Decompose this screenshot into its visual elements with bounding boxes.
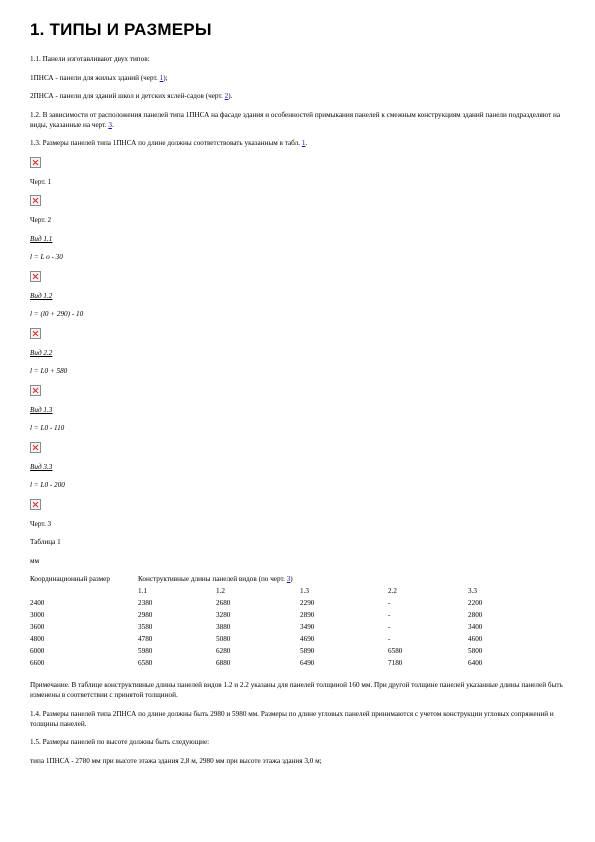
table-caption: Таблица 1 [30,538,61,546]
table-cell: 6000 [30,647,45,655]
table-subheader-cell: 1.1 [138,587,147,595]
table-cell: 2890 [300,611,315,619]
table-cell: 2980 [138,611,153,619]
variant-formula: l = (l0 + 290) - 10 [30,310,84,318]
table-note: Примечание. В таблице конструктивные длины панелей видов 1.2 и 2.2 указаны для панелей толщиной 160 мм. При другой толщине панелей указанные длины панелей быть изменены в соответствии с принятой толщиной. [30,681,563,699]
table-cell: 4600 [468,635,483,643]
table-cell: 5080 [216,635,231,643]
table-cell: 3000 [30,611,45,619]
variant-label: Вид 1.3 [30,405,53,414]
table-row [30,622,528,634]
table-row [30,598,528,610]
broken-image-icon [30,442,41,453]
paragraph-1-2: 1.2. В зависимости от расположения панелей типа 1ПНСА на фасаде здания и особенностей примыкания панелей к смежным конструкциям зданий панели подразделяют на виды, указанные на черт. 3. [30,110,561,129]
figure-3-caption: Черт. 3 [30,519,52,528]
table-row [30,634,528,646]
link-figure-3[interactable]: 3 [108,120,112,129]
broken-image-icon [30,385,41,396]
table-subheader-cell: 2.2 [388,587,397,595]
variant-formula: l = L0 - 110 [30,424,65,432]
table-cell: 6280 [216,647,231,655]
table-cell: 6880 [216,659,231,667]
table-cell: 4690 [300,635,315,643]
table-cell: 6400 [468,659,483,667]
table-cell: - [388,599,391,607]
table-cell: 6580 [138,659,153,667]
lengths-table [30,574,528,670]
table-subheader-cell: 1.3 [300,587,309,595]
variant-label: Вид 1.2 [30,291,53,300]
variant-formula: l = L о - 30 [30,253,63,261]
table-header-cell: Конструктивные длины панелей видов (по черт. 3) [138,575,293,583]
paragraph-1-4: 1.4. Размеры панелей типа 2ПНСА по длине должны быть 2980 и 5980 мм. Размеры по длине угловых панелей принимаются с учетом конструкции угловых сопряжений и толщины панелей. [30,709,554,728]
table-cell: 6600 [30,659,45,667]
paragraph-1-5-type-1: типа 1ПНСА - 2780 мм при высоте этажа здания 2,8 м, 2980 мм при высоте этажа здания 3,0 м; [30,756,322,765]
link-figure-1[interactable]: 1 [159,73,164,82]
table-cell: 5800 [468,647,483,655]
table-cell: 3880 [216,623,231,631]
variant-formula: l = L0 - 200 [30,481,65,489]
paragraph-type-1: 1ПНСА - панели для жилых зданий (черт. 1); [30,73,168,82]
figure-1-caption: Черт. 1 [30,177,52,186]
table-cell: 5980 [138,647,153,655]
link-table-1[interactable]: 1 [301,139,306,147]
table-cell: 6490 [300,659,315,667]
table-subheader-cell: 1.2 [216,587,225,595]
broken-image-icon [30,499,41,510]
table-cell: 6580 [388,647,403,655]
table-cell: 2400 [30,599,45,607]
broken-image-icon [30,271,41,282]
link-figure-3[interactable]: 3 [286,575,291,583]
table-cell: 3600 [30,623,45,631]
table-cell: 7180 [388,659,403,667]
table-cell: 3490 [300,623,315,631]
table-header-row [30,574,528,586]
table-row [30,646,528,658]
table-units: мм [30,556,40,565]
table-row [30,658,528,670]
table-cell: 3580 [138,623,153,631]
broken-image-icon [30,157,41,168]
table-cell: 2200 [468,599,483,607]
table-cell: 4780 [138,635,153,643]
paragraph-1-5: 1.5. Размеры панелей по высоте должны быть следующие: [30,738,210,746]
table-cell: 2290 [300,599,315,607]
table-cell: 4800 [30,635,45,643]
table-cell: 3400 [468,623,483,631]
table-cell: - [388,635,391,643]
table-subheader-cell: 3.3 [468,587,477,595]
variant-formula: l = L0 + 580 [30,367,68,375]
variant-label: Вид 1.1 [30,234,53,243]
table-cell: 2380 [138,599,153,607]
broken-image-icon [30,328,41,339]
table-subheader-row [30,586,528,598]
document-page [30,14,570,774]
paragraph-1-1: 1.1. Панели изготавливают двух типов: [30,55,150,63]
table-header-cell: Координационный размер [30,575,110,583]
variant-label: Вид 3.3 [30,462,53,471]
page-title: 1. ТИПЫ И РАЗМЕРЫ [30,20,212,39]
table-cell: 2800 [468,611,483,619]
table-cell: 5890 [300,647,315,655]
paragraph-type-2: 2ПНСА - панели для зданий школ и детских яслей-садов (черт. 2). [30,92,233,100]
link-figure-2[interactable]: 2 [224,92,229,100]
figure-2-caption: Черт. 2 [30,216,52,224]
table-cell: 2680 [216,599,231,607]
table-cell: - [388,623,391,631]
table-cell: - [388,611,391,619]
table-row [30,610,528,622]
paragraph-1-3: 1.3. Размеры панелей типа 1ПНСА по длине должны соответствовать указанным в табл. 1. [30,139,308,147]
table-cell: 3280 [216,611,231,619]
broken-image-icon [30,195,41,206]
variant-label: Вид 2.2 [30,348,53,357]
